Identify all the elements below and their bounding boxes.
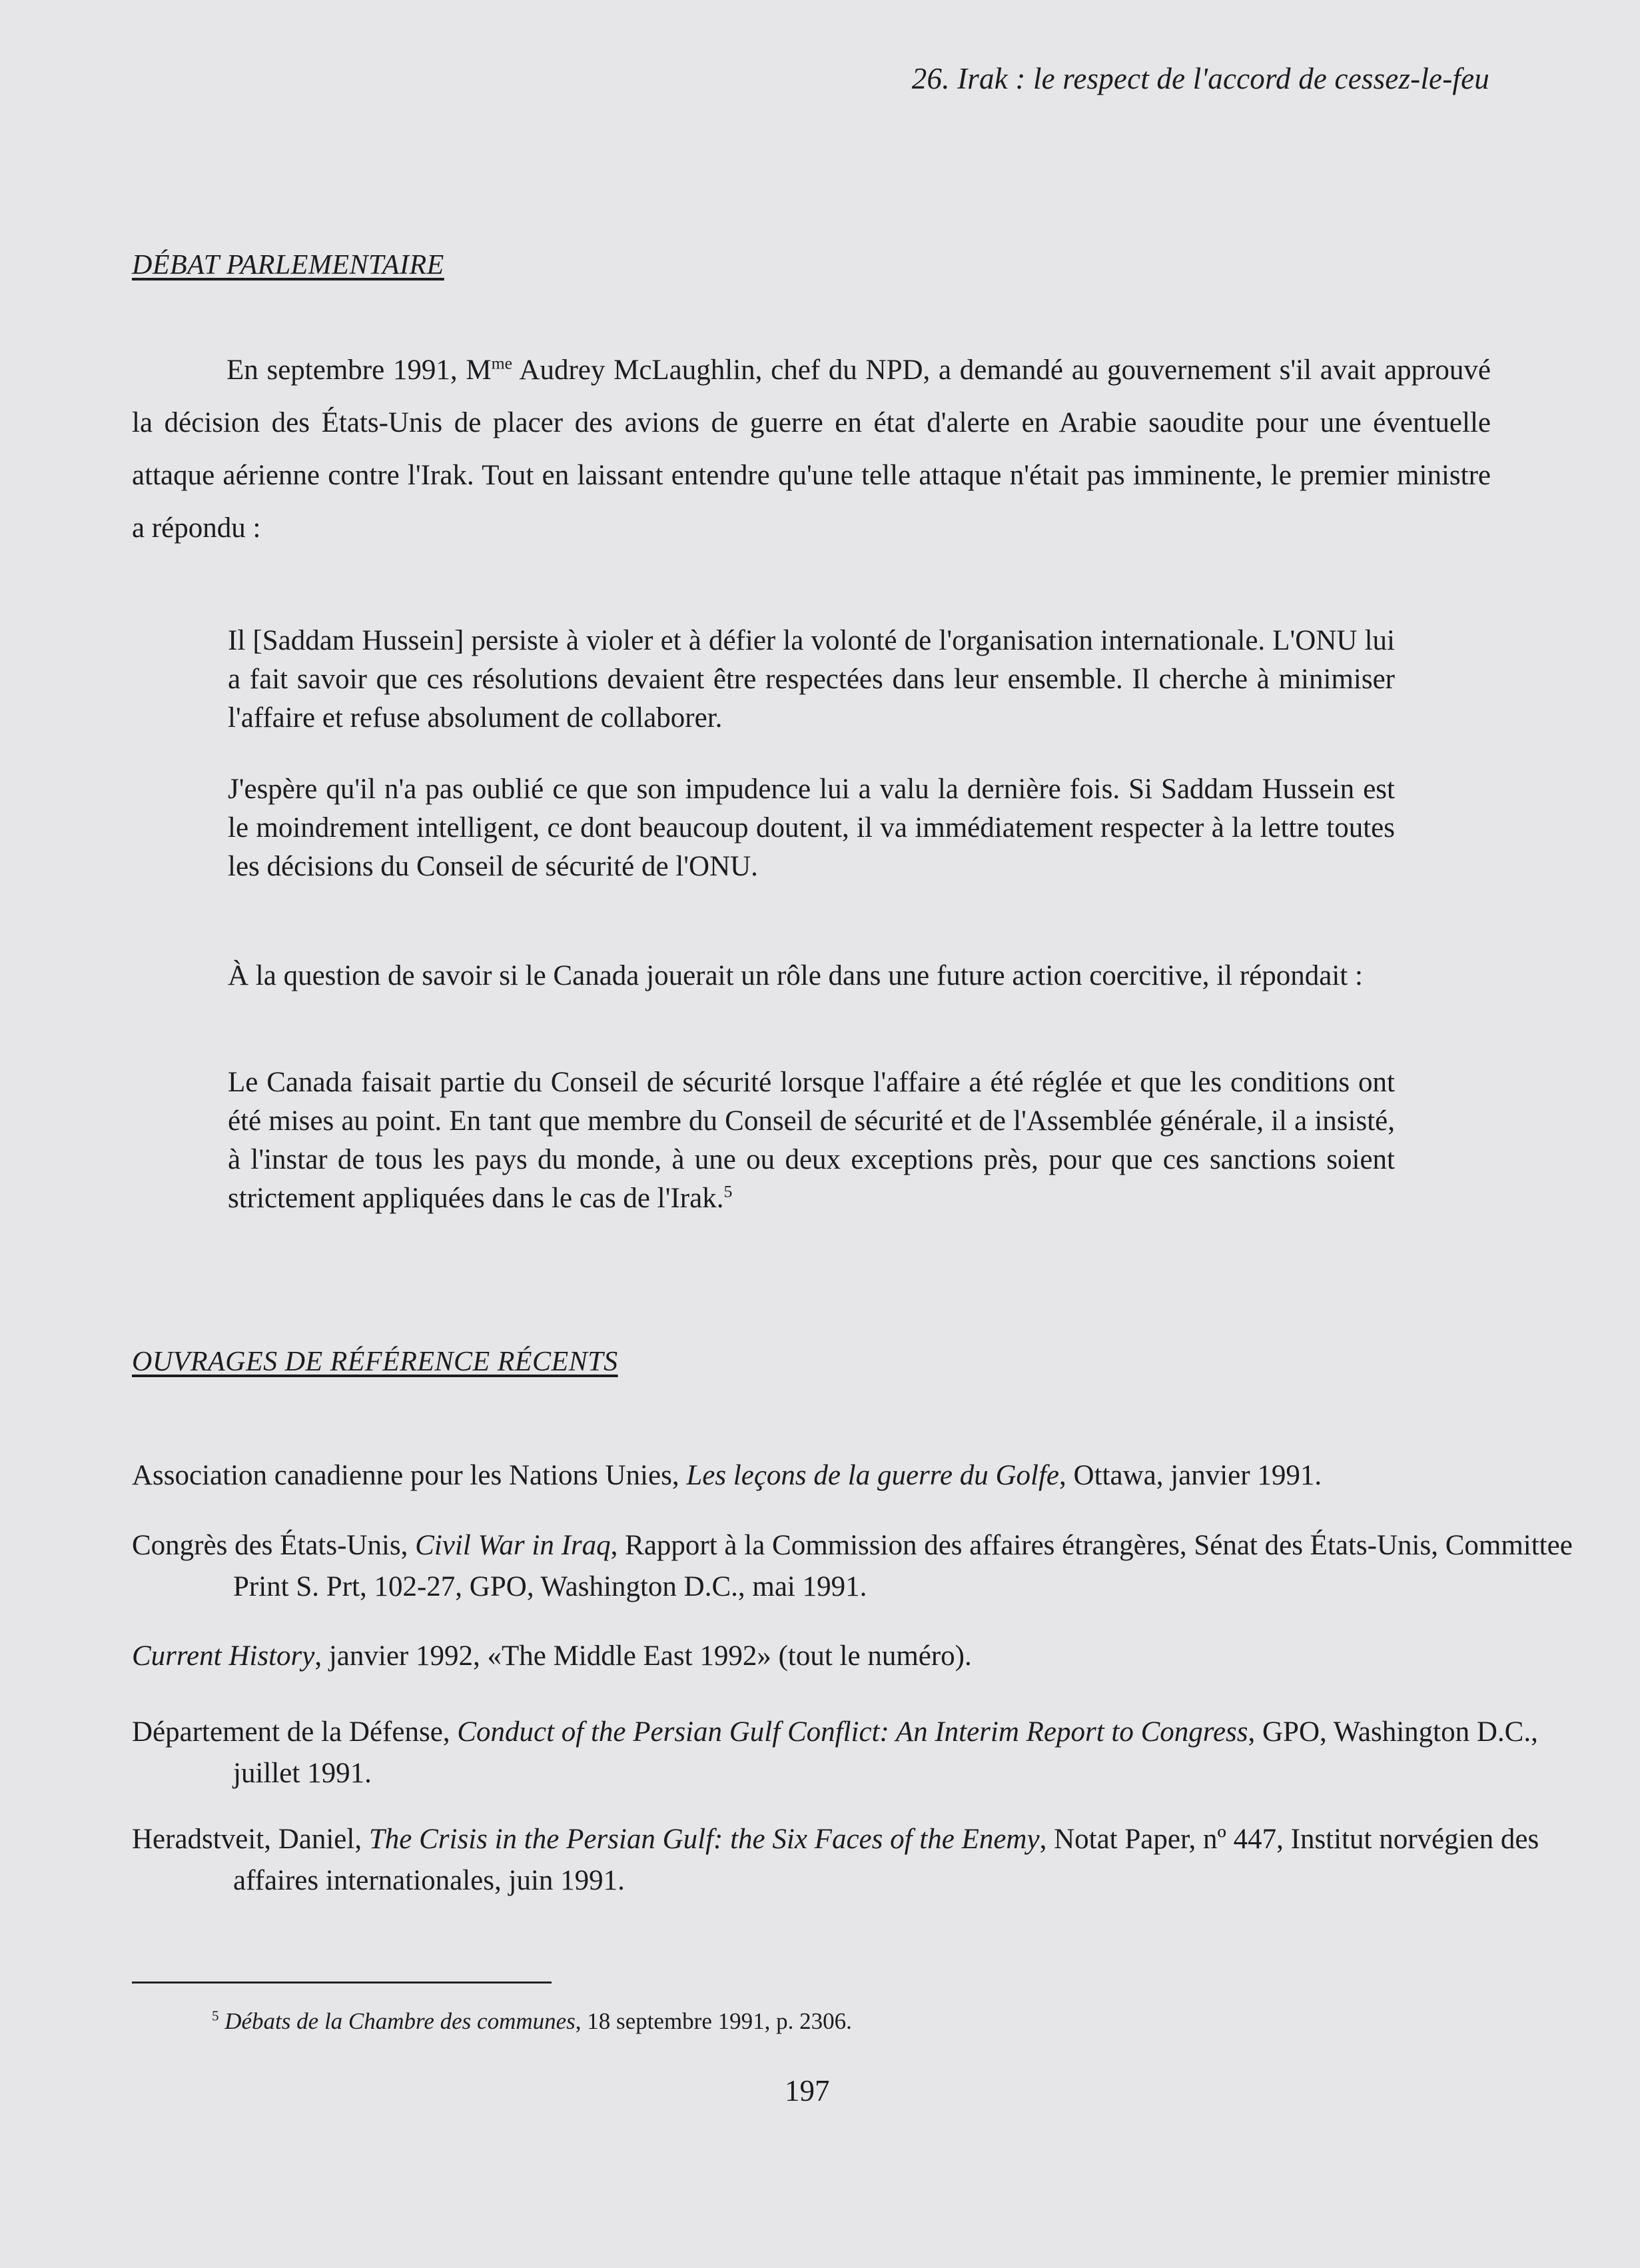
footnote-divider — [132, 1982, 552, 1984]
reference-title: Current History — [132, 1640, 315, 1672]
footnote — [212, 2005, 852, 2037]
quote-block-2: J'espère qu'il n'a pas oublié ce que son impudence lui a valu la dernière fois. Si Saddam Hussein est le moindrement intelligent, ce dont beaucoup doutent, il va immédiatement respecter à la lettre toutes les décisions du Conseil de sécurité de l'ONU. — [228, 774, 1395, 882]
reference-details: , Notat Paper, nº 447, Institut norvégien des affaires internationales, juin 1991. — [233, 1824, 1539, 1896]
reference-author: Département de la Défense, — [132, 1716, 458, 1748]
reference-item — [132, 1525, 1599, 1608]
intro-paragraph — [132, 344, 1491, 554]
reference-item — [132, 1455, 1599, 1496]
quote-3-text: Le Canada faisait partie du Conseil de sécurité lorsque l'affaire a été réglée et que les conditions ont été mises au point. En tant que membre du Conseil de sécurité et de l'Assemblée générale, il a insisté, à l'instar de tous les pays du monde, à une ou deux exceptions près, pour que ces sanctions soient strictement appliquées dans le cas de l'Irak. — [228, 1067, 1395, 1214]
footnote-mark: 5 — [212, 2007, 219, 2024]
reference-title: The Crisis in the Persian Gulf: the Six Faces of the Enemy — [368, 1824, 1040, 1855]
reference-author: Congrès des États-Unis, — [132, 1530, 416, 1561]
reference-title: Civil War in Iraq — [415, 1530, 611, 1561]
section-title-references: OUVRAGES DE RÉFÉRENCE RÉCENTS — [132, 1347, 618, 1377]
reference-item — [132, 1636, 1599, 1677]
reference-title: Conduct of the Persian Gulf Conflict: An Interim Report to Congress — [457, 1716, 1248, 1748]
reference-item — [132, 1712, 1599, 1794]
intro-superscript: me — [491, 353, 513, 373]
intro-text-a: En septembre 1991, M — [226, 354, 492, 386]
reference-title: Les leçons de la guerre du Golfe — [686, 1460, 1060, 1491]
intro-text-b: Audrey McLaughlin, chef du NPD, a demandé au gouvernement s'il avait approuvé la décision des États-Unis de placer des avions de guerre en état d'alerte en Arabie saoudite pour une éventuelle attaque aérienne contre l'Irak. Tout en laissant entendre qu'une telle attaque n'était pas imminente, le premier ministre a répondu : — [132, 354, 1491, 544]
reference-details: , Rapport à la Commission des affaires étrangères, Sénat des États-Unis, Committee Print S. Prt, 102-27, GPO, Washington D.C., mai 1991. — [233, 1530, 1573, 1602]
running-head: 26. Irak : le respect de l'accord de cessez-le-feu — [911, 62, 1489, 95]
page-number: 197 — [785, 2074, 830, 2107]
section-title-debate: DÉBAT PARLEMENTAIRE — [132, 250, 444, 281]
footnote-details: , 18 septembre 1991, p. 2306. — [575, 2008, 852, 2034]
reference-author: Association canadienne pour les Nations Unies, — [132, 1460, 687, 1491]
reference-author: Heradstveit, Daniel, — [132, 1824, 369, 1855]
quote-block-3 — [228, 1063, 1395, 1218]
quote-block-1: Il [Saddam Hussein] persiste à violer et à défier la volonté de l'organisation internationale. L'ONU lui a fait savoir que ces résolutions devaient être respectées dans leur ensemble. Il cherche à minimiser l'affaire et refuse absolument de collaborer. — [228, 625, 1395, 734]
footnote-reference-mark: 5 — [723, 1181, 733, 1201]
reference-item — [132, 1819, 1599, 1902]
reference-details: , Ottawa, janvier 1991. — [1059, 1460, 1322, 1491]
reference-details: , janvier 1992, «The Middle East 1992» (tout le numéro). — [314, 1640, 972, 1672]
question-paragraph: À la question de savoir si le Canada jouerait un rôle dans une future action coercitive, il répondait : — [228, 960, 1363, 991]
reference-details: , GPO, Washington D.C., juillet 1991. — [233, 1716, 1538, 1789]
footnote-source-title: Débats de la Chambre des communes — [224, 2008, 576, 2034]
